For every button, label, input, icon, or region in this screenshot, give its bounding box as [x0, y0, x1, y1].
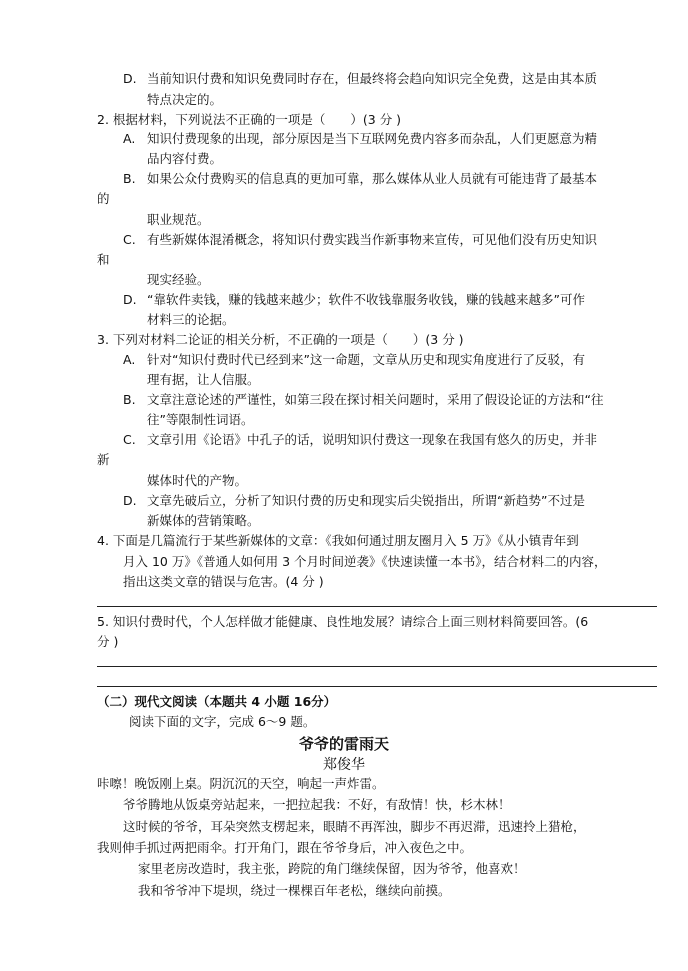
q2-option-d-text-cont: 材料三的论据。: [147, 312, 235, 327]
q3-option-b-text-cont: 往”等限制性词语。: [147, 412, 254, 427]
q3-option-c-text: 文章引用《论语》中孔子的话，说明知识付费这一现象在我国有悠久的历史，并非: [147, 432, 598, 447]
q2-option-a-text: 知识付费现象的出现，部分原因是当下互联网免费内容多而杂乱，人们更愿意为精: [147, 131, 598, 146]
story-paragraph-3: 这时候的爷爷，耳朵突然支楞起来，眼睛不再浑浊，脚步不再迟滞，迅速拎上猎枪，: [123, 819, 586, 834]
reading-instruction: 阅读下面的文字，完成 6～9 题。: [129, 714, 316, 729]
q3-stem: 3. 下列对材料二论证的相关分析，不正确的一项是（ ）(3 分 ): [97, 332, 464, 347]
answer-line-q5-2: [97, 686, 657, 687]
q2-option-c-wrap: 和: [97, 252, 110, 267]
story-title: 爷爷的雷雨天: [298, 735, 389, 753]
q2-option-c-label: C.: [123, 232, 136, 247]
story-paragraph-4: 家里老房改造时，我主张，跨院的角门继续保留，因为爷爷，他喜欢！: [138, 861, 526, 876]
q4-line-3: 指出这类文章的错误与危害。(4 分 ): [123, 574, 324, 589]
q4-line-1: 4. 下面是几篇流行于某些新媒体的文章：《我如何通过朋友圈月入 5 万》《从小镇青年到: [97, 533, 579, 548]
q3-option-a-text: 针对“知识付费时代已经到来”这一命题，文章从历史和现实角度进行了反驳，有: [147, 352, 585, 367]
q3-option-c-text-cont: 媒体时代的产物。: [147, 473, 248, 488]
q3-option-c-wrap: 新: [97, 452, 110, 467]
q1-option-d-text-cont: 特点决定的。: [147, 92, 223, 107]
q5-line-1: 5. 知识付费时代，个人怎样做才能健康、良性地发展？请综合上面三则材料简要回答。(6: [97, 614, 589, 629]
q2-option-c-text-cont: 现实经验。: [147, 272, 210, 287]
story-paragraph-1: 咔嚓！晚饭刚上桌。阴沉沉的天空，响起一声炸雷。: [97, 776, 385, 791]
q2-stem: 2. 根据材料，下列说法不正确的一项是（ ）(3 分 ): [97, 112, 402, 127]
q1-option-d-text: 当前知识付费和知识免费同时存在，但最终将会趋向知识完全免费，这是由其本质: [147, 71, 598, 86]
q2-option-d-label: D.: [123, 292, 137, 307]
q2-option-b-wrap: 的: [97, 191, 110, 206]
q3-option-d-text-cont: 新媒体的营销策略。: [147, 513, 260, 528]
q3-option-a-text-cont: 理有据，让人信服。: [147, 372, 260, 387]
q2-option-d-text: “靠软件卖钱，赚的钱越来越少；软件不收钱靠服务收钱，赚的钱越来越多”可作: [147, 292, 585, 307]
q4-line-2: 月入 10 万》《普通人如何用 3 个月时间逆袭》《快速读懂一本书》，结合材料二的内容，: [123, 554, 607, 569]
story-paragraph-3-cont: 我则伸手抓过两把雨伞。打开角门，跟在爷爷身后，冲入夜色之中。: [97, 840, 473, 855]
q3-option-a-label: A.: [123, 352, 136, 367]
q3-option-d-label: D.: [123, 493, 137, 508]
q3-option-c-label: C.: [123, 432, 136, 447]
answer-line-q5-1: [97, 666, 657, 667]
q2-option-c-text: 有些新媒体混淆概念，将知识付费实践当作新事物来宣传，可见他们没有历史知识: [147, 232, 598, 247]
q2-option-a-label: A.: [123, 131, 136, 146]
q2-option-b-text-cont: 职业规范。: [147, 212, 210, 227]
answer-line-q4: [97, 606, 657, 607]
story-paragraph-5: 我和爷爷冲下堤坝，绕过一棵棵百年老松，继续向前摸。: [138, 883, 451, 898]
q2-option-a-text-cont: 品内容付费。: [147, 151, 223, 166]
q5-line-2: 分 ): [97, 634, 119, 649]
q2-option-b-text: 如果公众付费购买的信息真的更加可靠，那么媒体从业人员就有可能违背了最基本: [147, 171, 598, 186]
section-heading: （二）现代文阅读（本题共 4 小题 16分）: [97, 694, 337, 709]
story-paragraph-2: 爷爷腾地从饭桌旁站起来，一把拉起我：不好，有敌情！快，杉木林！: [123, 797, 511, 812]
q1-option-d-label: D.: [123, 71, 137, 86]
q3-option-d-text: 文章先破后立，分析了知识付费的历史和现实后尖锐指出，所谓“新趋势”不过是: [147, 493, 585, 508]
q3-option-b-text: 文章注意论述的严谨性，如第三段在探讨相关问题时，采用了假设论证的方法和“往: [147, 392, 604, 407]
q2-option-b-label: B.: [123, 171, 136, 186]
story-author: 郑俊华: [323, 757, 365, 773]
q3-option-b-label: B.: [123, 392, 136, 407]
